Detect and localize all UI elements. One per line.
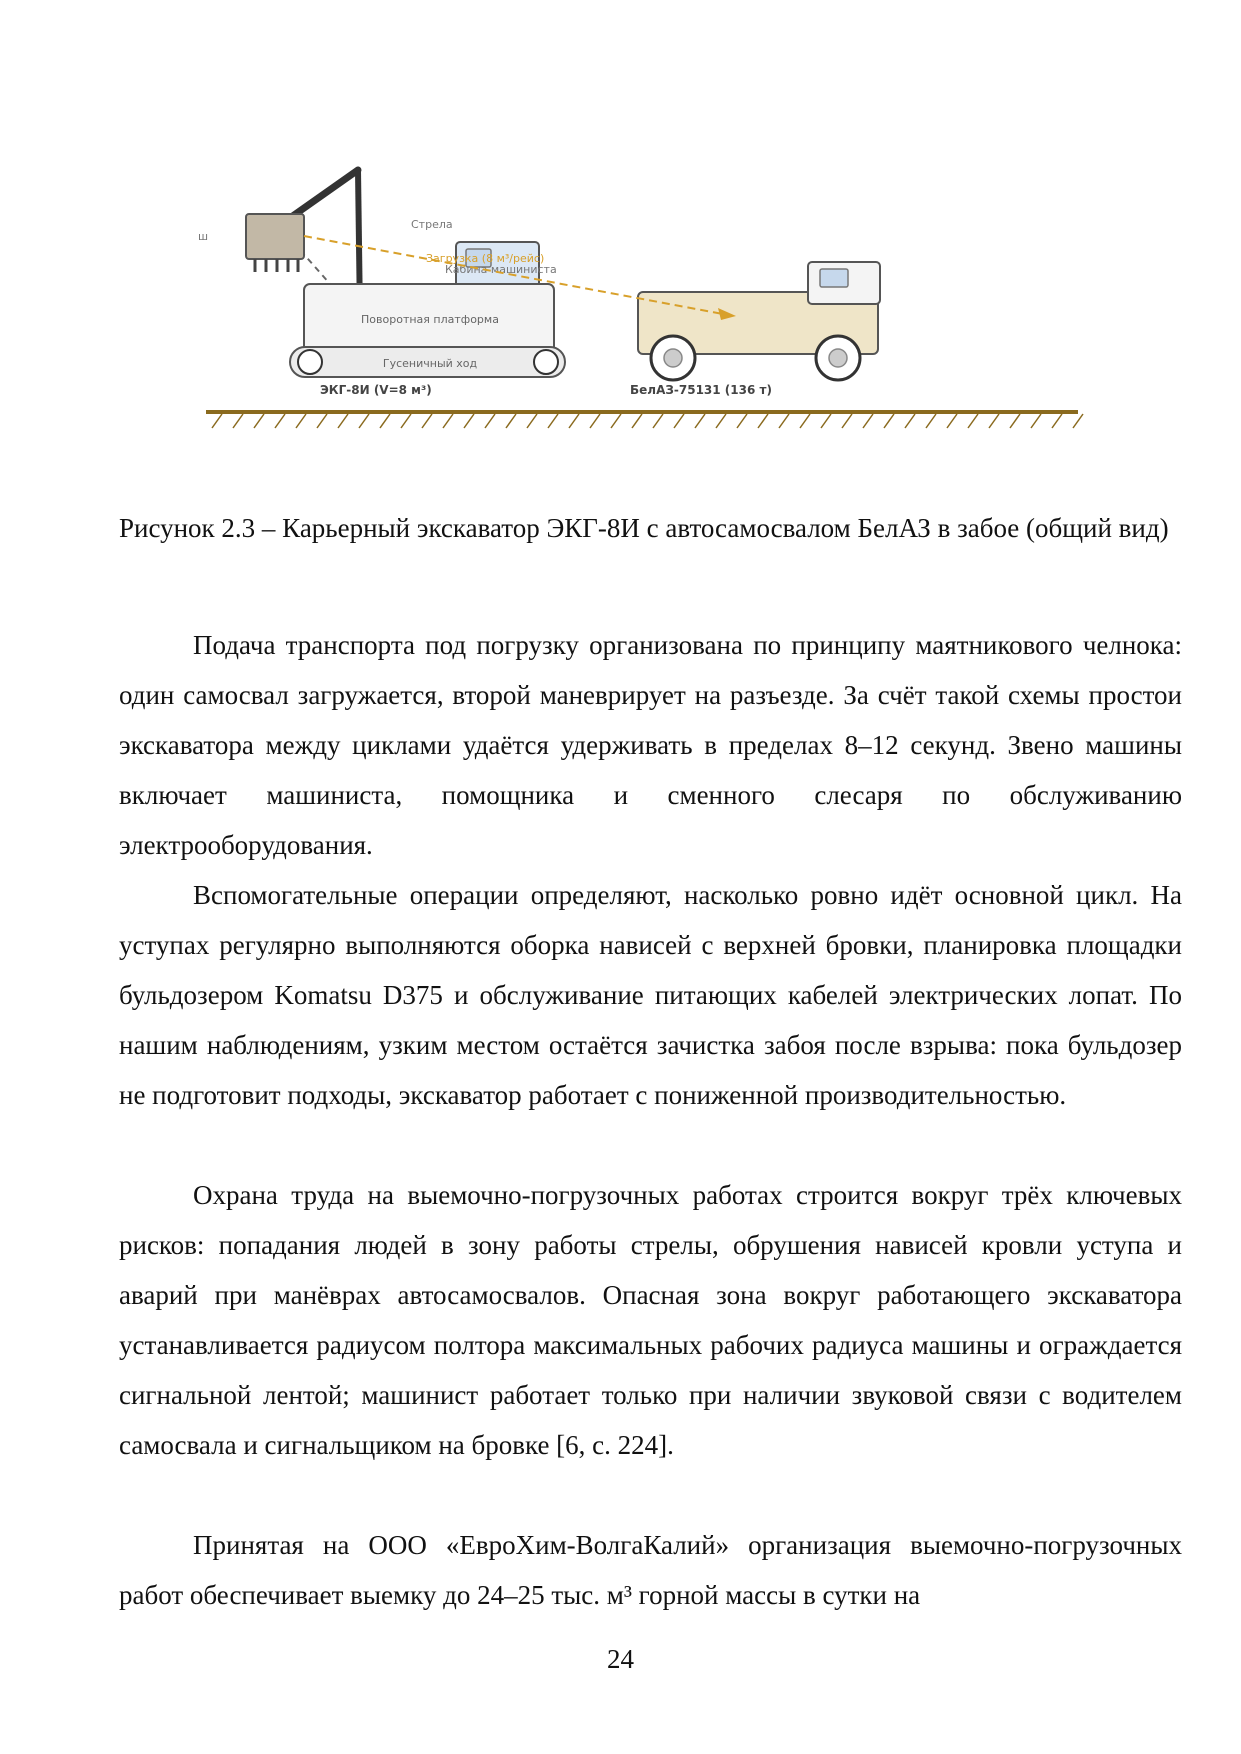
track-wheel-right — [534, 350, 558, 374]
bucket-cut-label: ш — [198, 230, 209, 243]
truck-label: БелАЗ-75131 (136 т) — [630, 383, 772, 397]
excavator-truck-figure — [198, 162, 1098, 462]
platform-label: Поворотная платформа — [361, 313, 499, 326]
tracks-label: Гусеничный ход — [382, 357, 478, 370]
load-label: Загрузка (8 м³/рейс) — [426, 252, 545, 265]
bucket-teeth — [255, 259, 298, 272]
excavator-label: ЭКГ-8И (V=8 м³) — [320, 383, 432, 397]
track-wheel-left — [298, 350, 322, 374]
bucket — [246, 214, 304, 259]
page-number: 24 — [607, 1644, 634, 1674]
truck-cab-window — [820, 269, 848, 287]
truck-hub-front — [664, 349, 682, 367]
paragraph-labor-safety: Охрана труда на выемочно-погрузочных работах строится вокруг трёх ключевых рисков: попадания людей в зону работы стрелы, обрушения нависей кровли уступа и аварий при манёврах автосамосвалов. Опасная зона вокруг работающего экскаватора устанавливается радиусом полтора максимальных рабочих радиуса машины и ограждается сигнальной лентой; машинист работает только при наличии звуковой связи с водителем самосвала и сигнальщиком на бровке [6, с. 224]. — [119, 1180, 1182, 1460]
paragraph-transport-supply: Подача транспорта под погрузку организована по принципу маятникового челнока: один самосвал загружается, второй маневрирует на разъезде. За счёт такой схемы простои экскаватора между циклами удаётся удерживать в пределах 8–12 секунд. Звено машины включает машиниста, помощника и сменного слесаря по обслуживанию электрооборудования. — [119, 630, 1182, 860]
figure-caption: Рисунок 2.3 – Карьерный экскаватор ЭКГ-8И с автосамосвалом БелАЗ в забое (общий вид) — [119, 513, 1169, 543]
paragraph-auxiliary-operations: Вспомогательные операции определяют, насколько ровно идёт основной цикл. На уступах регулярно выполняются оборка нависей с верхней бровки, планировка площадки бульдозером Komatsu D375 и обслуживание питающих кабелей электрических лопат. По нашим наблюдениям, узким местом остаётся зачистка забоя после взрыва: пока бульдозер не подготовит подходы, экскаватор работает с пониженной производительностью. — [119, 880, 1182, 1110]
ground-hatching — [212, 414, 1083, 428]
truck-hub-rear — [829, 349, 847, 367]
cabin-label: Кабина машиниста — [445, 263, 557, 276]
paragraph-organization: Принятая на ООО «ЕвроХим-ВолгаКалий» организация выемочно-погрузочных работ обеспечивает выемку до 24–25 тыс. м³ горной массы в сутки на — [119, 1530, 1182, 1610]
boom-label: Стрела — [411, 218, 453, 231]
